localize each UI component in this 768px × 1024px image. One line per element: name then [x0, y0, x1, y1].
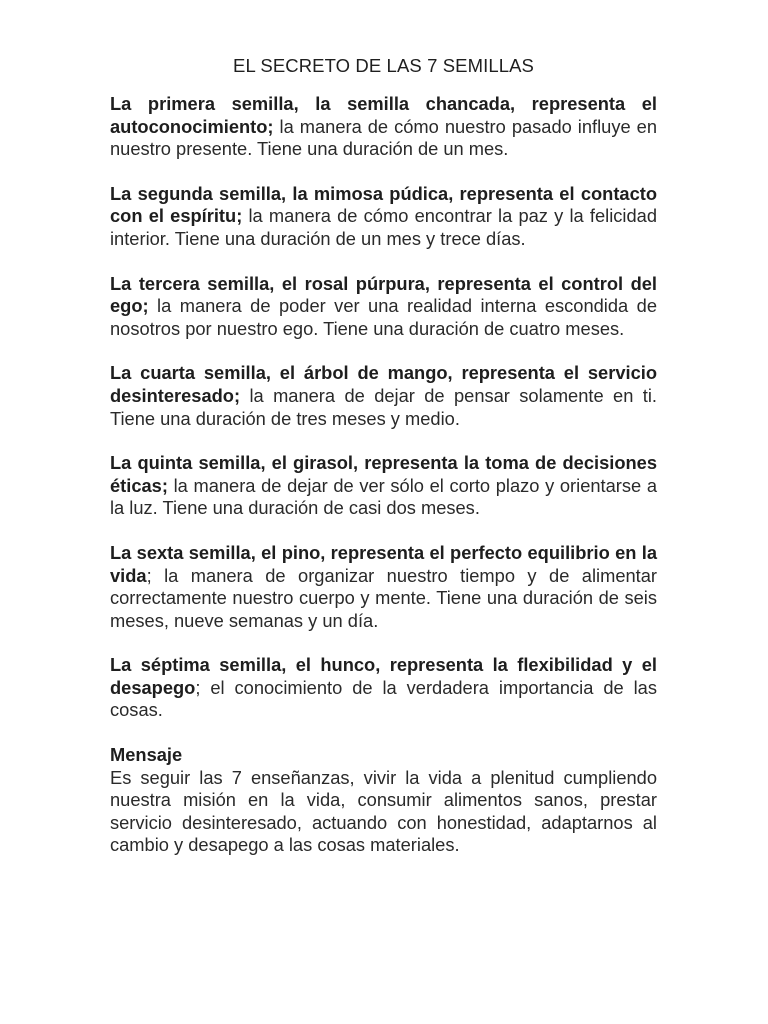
paragraph-seed-5 [110, 452, 657, 520]
paragraph-lead: La cuarta semilla, el árbol de mango, representa el servicio desinteresado; [110, 362, 657, 406]
message-body: Es seguir las 7 enseñanzas, vivir la vida a plenitud cumpliendo nuestra misión en la vida, consumir alimentos sanos, prestar servicio desinteresado, actuando con honestidad, adaptarnos al cambio y desapego a las cosas materiales. [110, 766, 657, 856]
paragraph-seed-1 [110, 93, 657, 161]
paragraph-body: la manera de cómo encontrar la paz y la felicidad interior. Tiene una duración de un mes y trece días. [110, 205, 657, 249]
paragraph-seed-7 [110, 654, 657, 722]
paragraph-seed-6 [110, 542, 657, 632]
paragraph-body: la manera de poder ver una realidad interna escondida de nosotros por nuestro ego. Tiene una duración de cuatro meses. [110, 295, 657, 339]
paragraph-body: la manera de cómo nuestro pasado influye en nuestro presente. Tiene una duración de un mes. [110, 115, 657, 160]
paragraph-seed-2 [110, 183, 657, 251]
message-section [110, 744, 657, 857]
paragraph-lead: La séptima semilla, el hunco, representa la flexibilidad y el desapego [110, 654, 657, 698]
paragraph-lead: La quinta semilla, el girasol, representa la toma de decisiones éticas; [110, 452, 657, 496]
document-title: EL SECRETO DE LAS 7 SEMILLAS [233, 55, 534, 76]
paragraph-lead: La tercera semilla, el rosal púrpura, representa el control del ego; [110, 272, 657, 317]
paragraph-lead: La segunda semilla, la mimosa púdica, representa el contacto con el espíritu; [110, 182, 657, 227]
paragraph-lead: La primera semilla, la semilla chancada, representa el autoconocimiento; [110, 93, 657, 137]
paragraph-body: la manera de dejar de ver sólo el corto plazo y orientarse a la luz. Tiene una duración de casi dos meses. [110, 474, 657, 519]
document-page [110, 54, 657, 857]
paragraph-lead: La sexta semilla, el pino, representa el perfecto equilibrio en la vida [110, 541, 657, 586]
message-heading: Mensaje [110, 744, 183, 766]
paragraph-body: ; la manera de organizar nuestro tiempo y de alimentar correctamente nuestro cuerpo y mente. Tiene una duración de seis meses, nueve semanas y un día. [110, 564, 657, 631]
paragraph-body: la manera de dejar de pensar solamente en ti. Tiene una duración de tres meses y medio. [110, 384, 657, 429]
paragraph-seed-4 [110, 362, 657, 430]
paragraph-body: ; el conocimiento de la verdadera importancia de las cosas. [110, 676, 657, 721]
paragraph-seed-3 [110, 273, 657, 341]
